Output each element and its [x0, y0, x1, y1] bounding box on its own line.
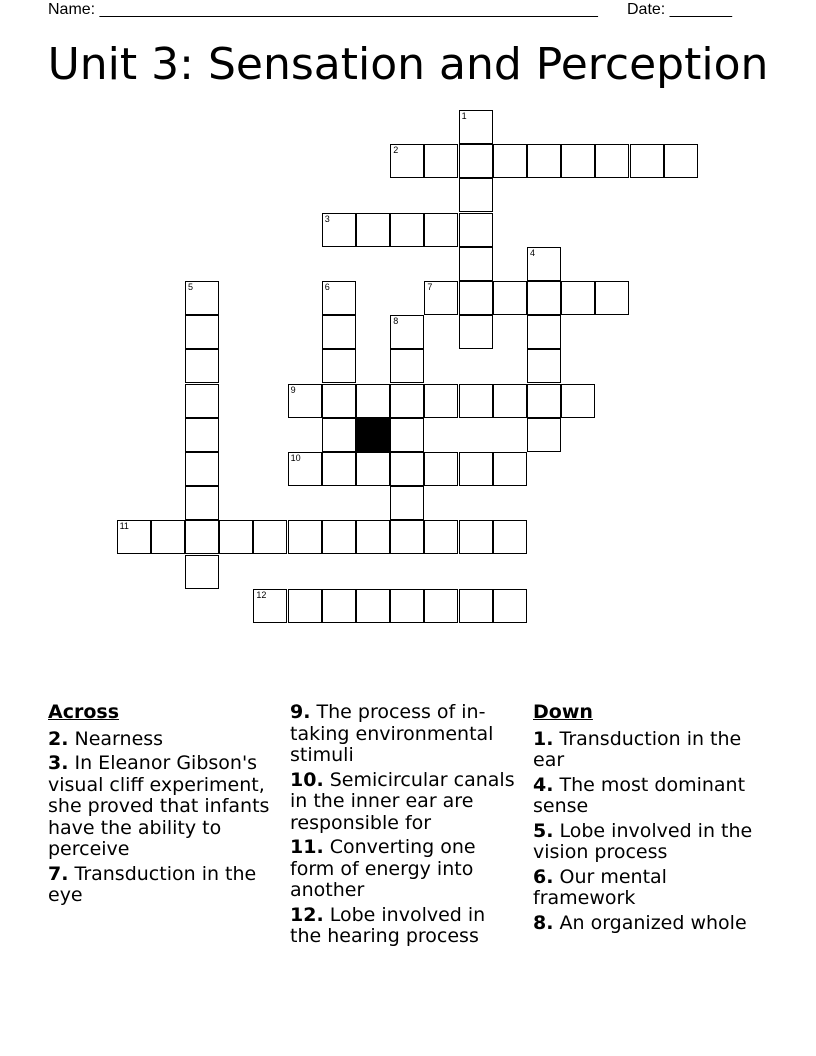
- grid-cell[interactable]: [117, 520, 151, 554]
- grid-cell[interactable]: [527, 144, 561, 178]
- grid-cell[interactable]: [630, 144, 664, 178]
- clue-number: 2.: [48, 727, 69, 750]
- grid-cell[interactable]: [424, 520, 458, 554]
- clues-column-1: [48, 702, 273, 910]
- grid-cell[interactable]: [527, 349, 561, 383]
- grid-cell[interactable]: [459, 213, 493, 247]
- grid-cell[interactable]: [424, 213, 458, 247]
- grid-cell[interactable]: [390, 384, 424, 418]
- grid-cell[interactable]: [527, 247, 561, 281]
- clue-text: In Eleanor Gibson's visual cliff experiment, she proved that infants have the ability to perceive: [48, 752, 270, 860]
- grid-cell[interactable]: [390, 349, 424, 383]
- clue-down-5: [533, 821, 763, 864]
- clue-text: An organized whole: [559, 911, 747, 934]
- grid-cell[interactable]: [185, 555, 219, 589]
- name-field-label: Name: ________________________________________________________: [48, 1, 598, 18]
- clue-number: 9.: [290, 701, 311, 723]
- clue-down-6: [533, 867, 763, 910]
- clue-number: 4.: [533, 773, 554, 796]
- grid-cell[interactable]: [151, 520, 185, 554]
- grid-cell[interactable]: [459, 178, 493, 212]
- clue-text: The process of in-taking environmental stimuli: [290, 701, 494, 766]
- clue-down-4: [533, 775, 763, 818]
- grid-cell[interactable]: [424, 589, 458, 623]
- grid-cell[interactable]: [185, 349, 219, 383]
- grid-cell[interactable]: [288, 520, 322, 554]
- grid-cell[interactable]: [493, 452, 527, 486]
- clue-number-label: 12: [256, 589, 267, 600]
- clue-number: 3.: [48, 752, 69, 774]
- clue-number-label: 3: [324, 213, 330, 224]
- grid-cell[interactable]: [322, 349, 356, 383]
- down-heading: Down: [533, 701, 593, 723]
- grid-cell[interactable]: [356, 384, 390, 418]
- grid-cell[interactable]: [356, 589, 390, 623]
- clue-text: Lobe involved in the hearing process: [290, 903, 486, 947]
- clue-text: Transduction in the eye: [48, 862, 257, 906]
- clue-number: 5.: [533, 819, 554, 842]
- clues-column-3: [533, 702, 763, 937]
- clue-across-10: [290, 770, 515, 835]
- grid-cell[interactable]: [595, 281, 629, 315]
- grid-cell[interactable]: [390, 315, 424, 349]
- grid-cell[interactable]: [356, 520, 390, 554]
- grid-cell[interactable]: [424, 281, 458, 315]
- grid-cell[interactable]: [322, 213, 356, 247]
- grid-cell[interactable]: [424, 384, 458, 418]
- clue-number-label: 8: [393, 316, 399, 327]
- grid-cell[interactable]: [527, 384, 561, 418]
- grid-cell[interactable]: [253, 589, 287, 623]
- grid-cell[interactable]: [493, 589, 527, 623]
- grid-cell[interactable]: [322, 418, 356, 452]
- grid-cell[interactable]: [561, 144, 595, 178]
- clue-text: Lobe involved in the vision process: [533, 819, 753, 863]
- grid-cell[interactable]: [493, 384, 527, 418]
- grid-cell[interactable]: [459, 110, 493, 144]
- grid-cell[interactable]: [356, 213, 390, 247]
- grid-cell[interactable]: [459, 247, 493, 281]
- grid-cell[interactable]: [561, 384, 595, 418]
- clue-across-11: [290, 837, 515, 902]
- clue-text: Converting one form of energy into another: [290, 836, 476, 901]
- clue-across-9: [290, 702, 515, 767]
- grid-cell[interactable]: [322, 281, 356, 315]
- grid-cell[interactable]: [390, 452, 424, 486]
- grid-cell[interactable]: [527, 418, 561, 452]
- grid-cell[interactable]: [664, 144, 698, 178]
- grid-cell[interactable]: [390, 520, 424, 554]
- grid-cell[interactable]: [390, 213, 424, 247]
- grid-cell[interactable]: [595, 144, 629, 178]
- grid-cell[interactable]: [288, 452, 322, 486]
- grid-cell[interactable]: [493, 281, 527, 315]
- grid-cell[interactable]: [253, 520, 287, 554]
- clue-number-label: 7: [427, 282, 433, 292]
- grid-cell[interactable]: [459, 520, 493, 554]
- grid-cell[interactable]: [390, 418, 424, 452]
- page-title: Unit 3: Sensation and Perception: [47, 39, 769, 90]
- clue-number: 12.: [290, 903, 324, 926]
- clue-across-7: [48, 864, 273, 907]
- grid-cell[interactable]: [322, 315, 356, 349]
- grid-cell[interactable]: [185, 384, 219, 418]
- grid-cell[interactable]: [288, 589, 322, 623]
- grid-cell[interactable]: [459, 281, 493, 315]
- clue-across-3: [48, 753, 273, 861]
- grid-cell[interactable]: [219, 520, 253, 554]
- clue-number-label: 2: [393, 145, 399, 156]
- grid-cell[interactable]: [527, 281, 561, 315]
- clue-number-label: 6: [324, 282, 330, 292]
- grid-cell[interactable]: [459, 384, 493, 418]
- grid-cell[interactable]: [459, 589, 493, 623]
- clue-number: 6.: [533, 865, 554, 888]
- grid-cell[interactable]: [322, 384, 356, 418]
- grid-cell[interactable]: [390, 589, 424, 623]
- clue-number: 8.: [533, 911, 554, 934]
- clue-number: 1.: [533, 727, 554, 750]
- grid-cell[interactable]: [288, 384, 322, 418]
- grid-cell[interactable]: [527, 315, 561, 349]
- grid-cell[interactable]: [390, 144, 424, 178]
- clue-text: Transduction in the ear: [533, 727, 742, 771]
- grid-cell[interactable]: [424, 144, 458, 178]
- clue-text: Semicircular canals in the inner ear are responsible for: [290, 768, 515, 834]
- grid-cell[interactable]: [459, 315, 493, 349]
- clue-down-8: [533, 913, 763, 935]
- clue-text: Our mental framework: [533, 865, 667, 909]
- clue-number-label: 10: [290, 453, 301, 463]
- clue-number-label: 4: [530, 247, 536, 258]
- grid-cell[interactable]: [185, 452, 219, 486]
- clue-number-label: 5: [188, 282, 194, 292]
- black-cell: [356, 418, 390, 452]
- clue-number: 10.: [290, 768, 324, 791]
- clue-number-label: 1: [461, 111, 467, 121]
- clue-text: Nearness: [74, 727, 164, 750]
- clue-text: The most dominant sense: [533, 773, 746, 817]
- grid-cell[interactable]: [322, 589, 356, 623]
- grid-cell[interactable]: [390, 486, 424, 520]
- clue-across-12: [290, 905, 515, 948]
- grid-cell[interactable]: [459, 144, 493, 178]
- clue-number: 11.: [290, 836, 324, 858]
- grid-cell[interactable]: [493, 520, 527, 554]
- across-heading: Across: [48, 701, 120, 723]
- clue-number-label: 11: [119, 521, 129, 532]
- grid-cell[interactable]: [185, 281, 219, 315]
- grid-cell[interactable]: [561, 281, 595, 315]
- grid-cell[interactable]: [185, 520, 219, 554]
- grid-cell[interactable]: [185, 418, 219, 452]
- clues-column-2: [290, 702, 515, 951]
- grid-cell[interactable]: [424, 452, 458, 486]
- grid-cell[interactable]: [459, 452, 493, 486]
- grid-cell[interactable]: [322, 520, 356, 554]
- clue-across-2: [48, 729, 273, 751]
- grid-cell[interactable]: [185, 486, 219, 520]
- grid-cell[interactable]: [356, 452, 390, 486]
- clue-number: 7.: [48, 862, 69, 885]
- grid-cell[interactable]: [185, 315, 219, 349]
- date-field-label: Date: _______: [627, 1, 732, 18]
- clue-number-label: 9: [290, 384, 296, 395]
- grid-cell[interactable]: [322, 452, 356, 486]
- clue-down-1: [533, 729, 763, 772]
- grid-cell[interactable]: [493, 144, 527, 178]
